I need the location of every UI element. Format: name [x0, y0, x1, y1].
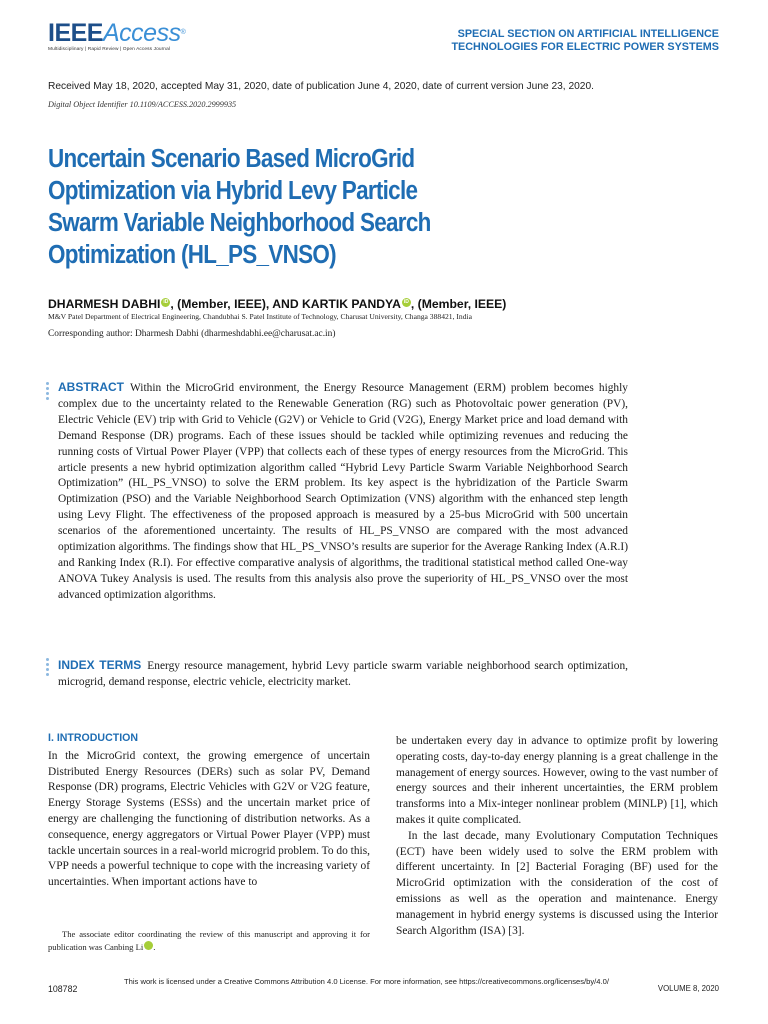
- abstract-text: Within the MicroGrid environment, the Energy Resource Management (ERM) problem becomes highly complex due to the uncertainty related to the Renewable Generation (RG) such as Photovoltaic power generation (PV), Electric Vehicle (EV) trip with Grid to Vehicle (G2V) or Vehicle to Grid (V2G), Energy Market price and load demand with Demand Response (DR) programs. Each of these issues should be tackled while optimizing revenues and reducing the running costs of Virtual Power Player (VPP) that collects each of these types of energy resources from the MicroGrid. This article presents a new hybrid optimization algorithm called “Hybrid Levy Particle Swarm Variable Neighborhood Search Optimization” (HL_PS_VNSO) to solve the ERM problem. Its key aspect is the hybridization of the Particle Swarm Optimization (PSO) and the Variable Neighborhood Search Optimization (VNS) algorithm with the enhanced step length using Levy Flight. The effectiveness of the proposed approach is measured by a 25-bus MicroGrid with 500 uncertain scenarios of the aforementioned uncertainty. The results of HL_PS_VNSO are compared with the most advanced optimization algorithms. The findings show that HL_PS_VNSO’s results are superior for the Average Ranking Index (A.R.I) and Ranking Index (R.I). For effective comparative analysis of algorithms, the traditional statistical method called One-way ANOVA Tukey Analysis is used. The results from this analysis also prove the superiority of HL_PS_VNSO over the most advanced optimization algorithms.: [58, 382, 628, 601]
- author-line: [48, 297, 506, 311]
- doi: Digital Object Identifier 10.1109/ACCESS.2020.2999935: [48, 100, 237, 109]
- abstract-heading: ABSTRACT: [58, 380, 124, 394]
- affiliation: M&V Patel Department of Electrical Engineering, Chandubhai S. Patel Institute of Technology, Charusat University, Changa 388421, India: [48, 312, 472, 321]
- section-line-2: TECHNOLOGIES FOR ELECTRIC POWER SYSTEMS: [451, 41, 719, 53]
- author-membership-2: , (Member, IEEE): [410, 297, 507, 311]
- logo-ieee: IEEE: [48, 19, 103, 47]
- intro-paragraph-1: In the MicroGrid context, the growing emergence of uncertain Distributed Energy Resources (DERs) such as solar PV, Demand Response (DR) programs, Electric Vehicles with G2V or V2G feature, Energy Storage Systems (ESSs) and the uncertain market price of energy are challenging the functioning of distribution networks. As a consequence, energy aggregators or Virtual Power Player (VPP) must tackle uncertain sources in a real-world microgrid problem. To do this, VPP needs a powerful technique to cope with the increasing variety of uncertainties. When important actions have to: [48, 749, 370, 889]
- column-left: [48, 731, 370, 891]
- index-terms-heading: INDEX TERMS: [58, 658, 142, 672]
- index-terms: [58, 657, 628, 690]
- orcid-icon[interactable]: iD: [144, 941, 153, 950]
- intro-paragraph-1-cont: be undertaken every day in advance to optimize profit by lowering operating costs, day-to-day energy planning is a great challenge in the management of energy sources. However, owing to the vast number of energy sources and their inherent uncertainties, the ERM problem transforms into a Mix-integer nonlinear problem (MINLP) [1], which makes it quite complicated.: [396, 735, 718, 826]
- paper-title: [48, 143, 523, 271]
- index-terms-dots-icon: [46, 658, 52, 678]
- special-section-label: [451, 28, 719, 54]
- orcid-icon[interactable]: iD: [403, 298, 409, 305]
- logo-trademark: ®: [180, 29, 186, 36]
- journal-logo: [48, 20, 186, 52]
- license-notice: This work is licensed under a Creative Commons Attribution 4.0 License. For more information, see https://creativecommons.org/licenses/by/4.0/: [124, 977, 609, 986]
- section-line-1: SPECIAL SECTION ON ARTIFICIAL INTELLIGENCE: [457, 28, 719, 40]
- title-line-4: Optimization (HL_PS_VNSO): [48, 241, 336, 269]
- abstract-dots-icon: [46, 382, 52, 402]
- volume-label: VOLUME 8, 2020: [657, 984, 719, 993]
- editor-footnote: The associate editor coordinating the review of this manuscript and approving it for publication was Canbing Li iD.: [48, 929, 370, 952]
- orcid-icon[interactable]: iD: [163, 298, 169, 305]
- intro-paragraph-2: In the last decade, many Evolutionary Computation Techniques (ECT) have been widely used to solve the ERM problem with different uncertainty. In [2] Bacterial Foraging (BF) used for the MicroGrid optimization with the consideration of the cost of emissions as well as the operation and maintenance. Energy management in hybrid energy systems is discussed using the Interior Search Algorithm (ISA) [3].: [396, 829, 718, 937]
- title-line-2: Optimization via Hybrid Levy Particle: [48, 177, 418, 205]
- author-1: DHARMESH DABHI: [48, 297, 161, 311]
- footnote-text: The associate editor coordinating the review of this manuscript and approving it for publication was Canbing Li: [48, 929, 370, 952]
- received-dates: Received May 18, 2020, accepted May 31, 2020, date of publication June 4, 2020, date of current version June 23, 2020.: [48, 81, 594, 92]
- page-number: 108782: [48, 984, 78, 994]
- column-right: [396, 734, 718, 939]
- logo-access: Access: [102, 19, 181, 47]
- index-terms-text: Energy resource management, hybrid Levy particle swarm variable neighborhood search optimization, microgrid, demand response, electric vehicle, electricity market.: [58, 660, 629, 688]
- abstract: [58, 380, 628, 604]
- corresponding-author: Corresponding author: Dharmesh Dabhi (dharmeshdabhi.ee@charusat.ac.in): [48, 329, 336, 339]
- title-line-1: Uncertain Scenario Based MicroGrid: [48, 145, 415, 173]
- title-line-3: Swarm Variable Neighborhood Search: [48, 209, 431, 237]
- author-membership-1: , (Member, IEEE), AND KARTIK PANDYA: [170, 297, 401, 311]
- intro-heading: I. INTRODUCTION: [48, 732, 139, 744]
- logo-tagline: Multidisciplinary | Rapid Review | Open Access Journal: [48, 47, 171, 52]
